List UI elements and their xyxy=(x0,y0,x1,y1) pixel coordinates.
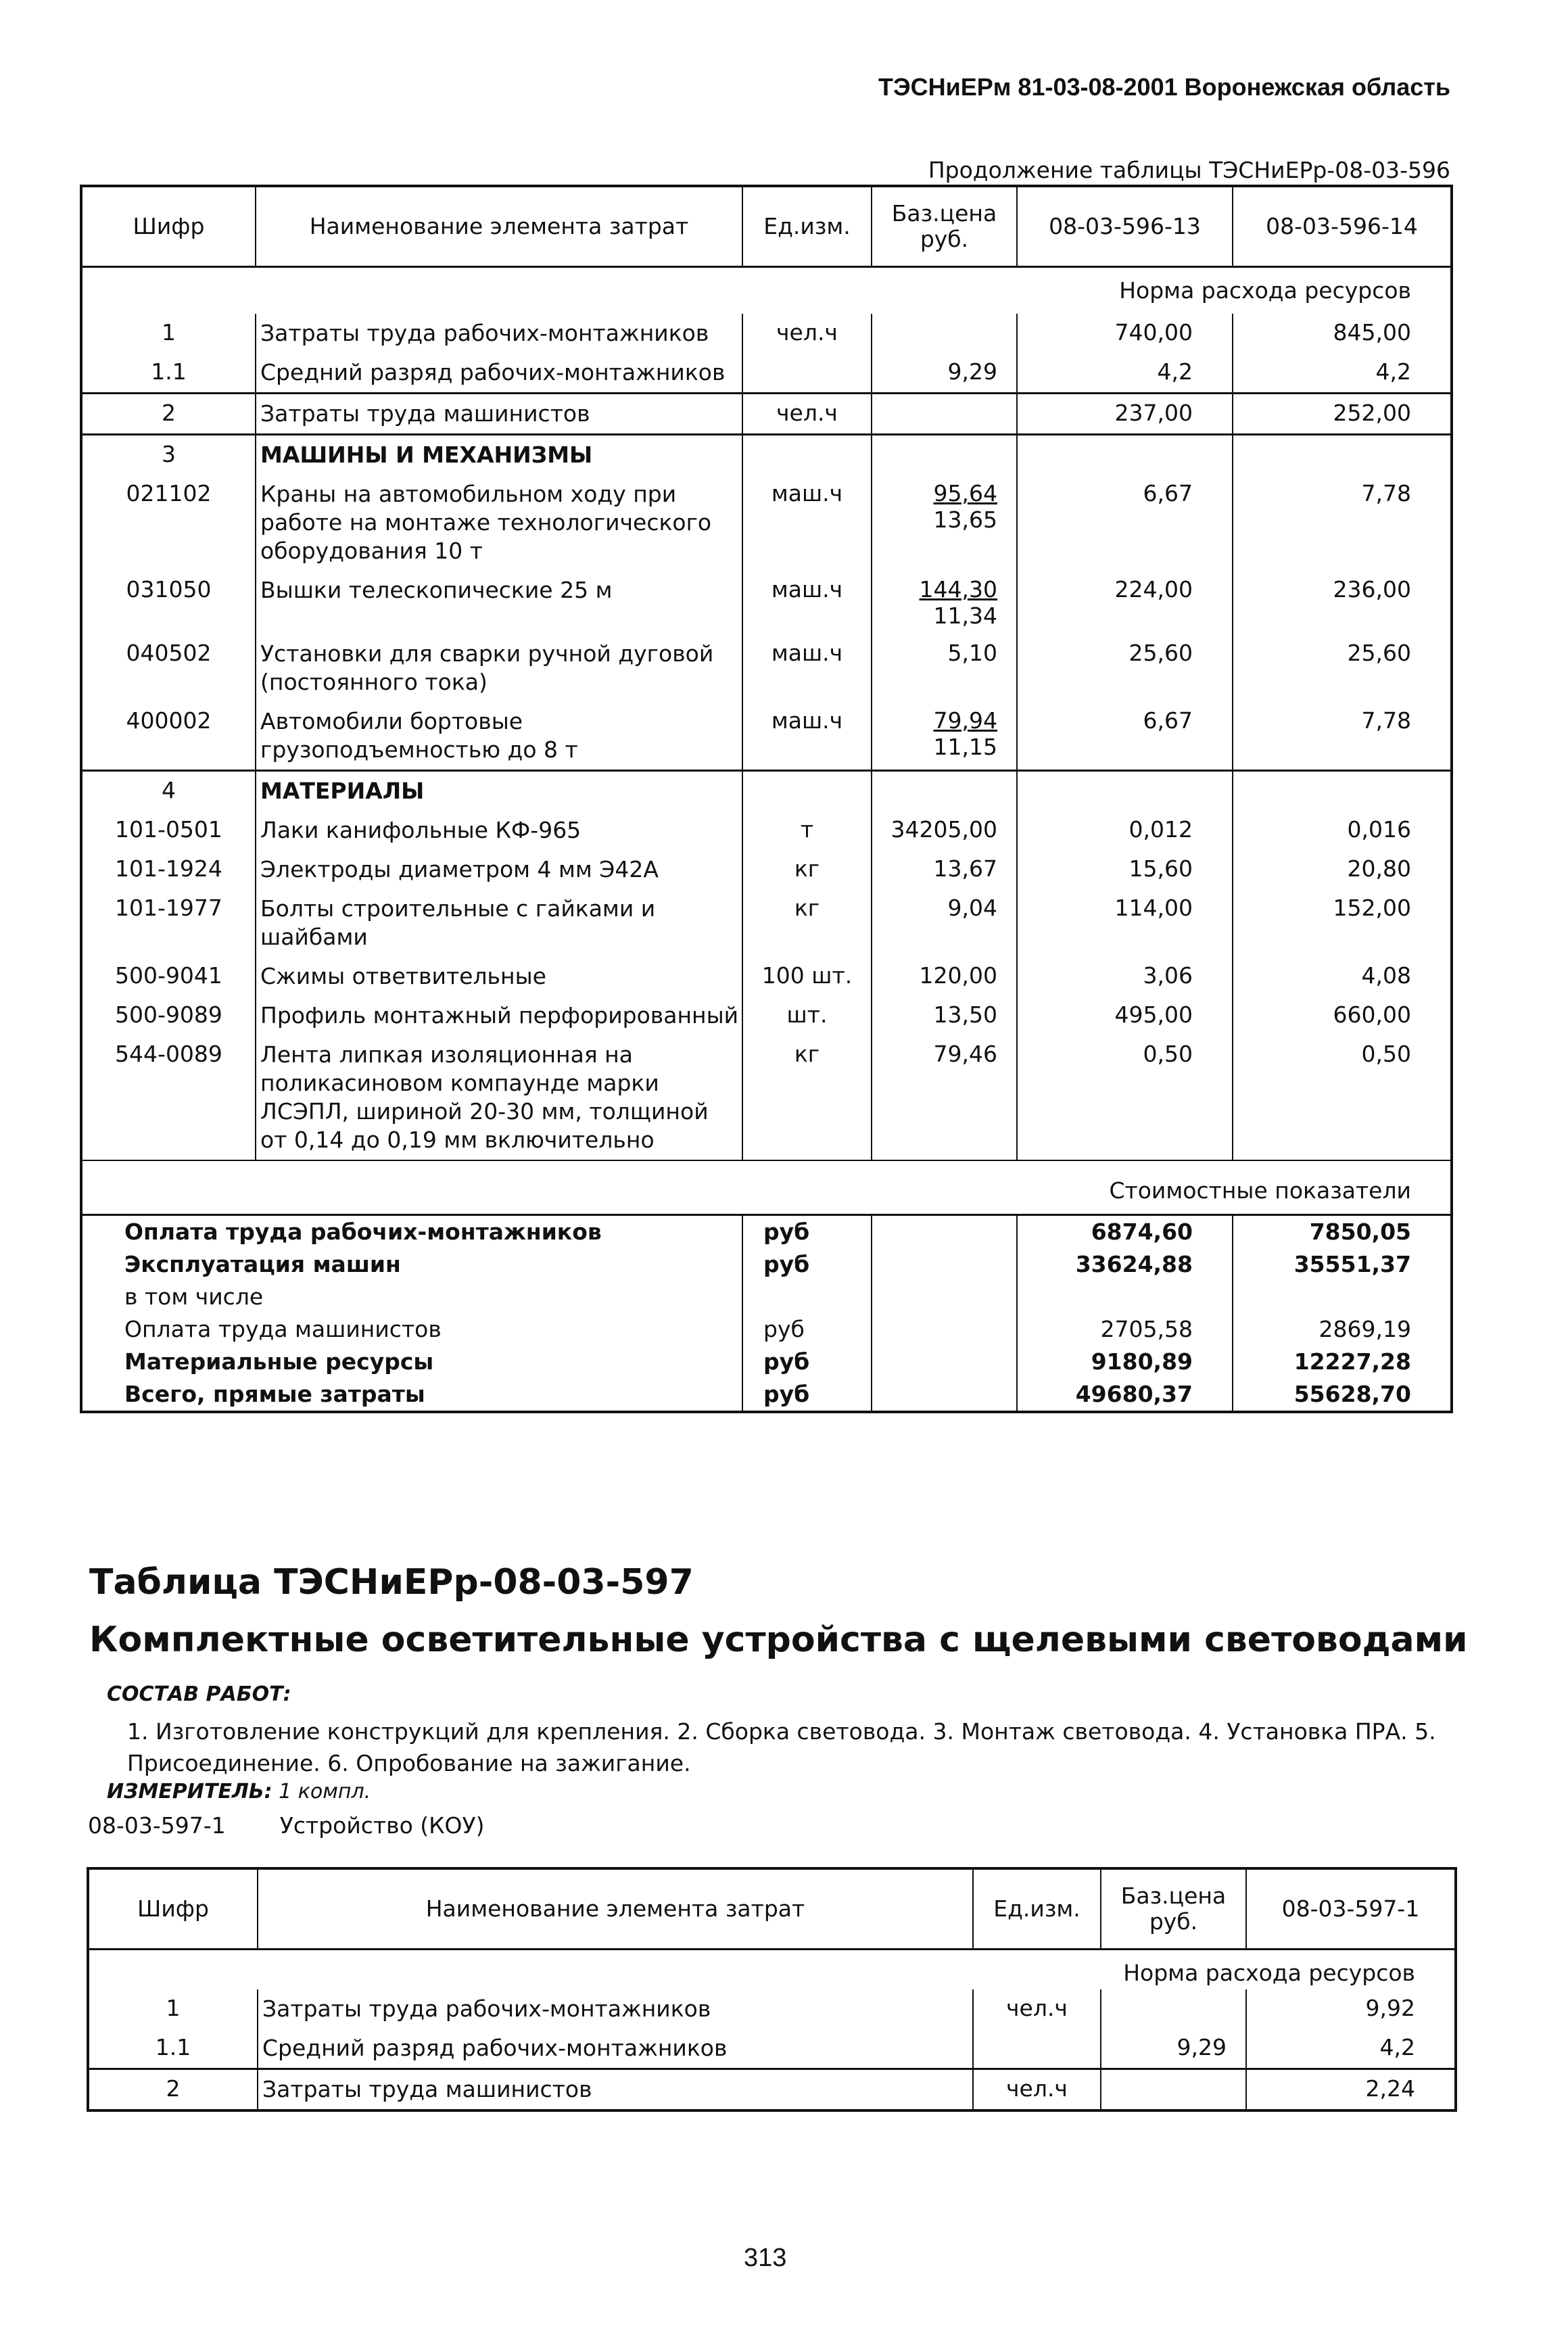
row-price xyxy=(872,394,1017,435)
row-unit xyxy=(742,435,872,475)
summary-unit: руб xyxy=(742,1378,872,1412)
table-row xyxy=(81,850,1452,889)
row-value-14: 25,60 xyxy=(1233,634,1452,702)
row-price-value: 79,46 xyxy=(933,1041,997,1067)
row-unit xyxy=(973,2029,1101,2069)
row-name: Автомобили бортовые грузоподъемностью до 8 т xyxy=(256,702,742,771)
summary-row xyxy=(81,1215,1452,1249)
summary-unit: руб xyxy=(742,1346,872,1378)
row-value-597-1: 4,2 xyxy=(1246,2029,1456,2069)
row-code: 1.1 xyxy=(151,358,187,385)
row-value-14: 0,016 xyxy=(1233,811,1452,850)
cost-label-row xyxy=(81,1160,1452,1215)
summary-label: Оплата труда рабочих-монтажников xyxy=(81,1215,742,1249)
norm-label: Норма расхода ресурсов xyxy=(81,267,1452,314)
col-header-14: 08-03-596-14 xyxy=(1233,186,1452,267)
col-header-price: Баз.цена руб. xyxy=(1101,1868,1246,1950)
row-price xyxy=(872,702,1017,771)
col-header-code: Шифр xyxy=(81,186,256,267)
cost-label: Стоимостные показатели xyxy=(81,1160,1452,1215)
summary-value-13 xyxy=(1017,1281,1233,1313)
row-value-14: 4,08 xyxy=(1233,957,1452,996)
summary-unit: руб xyxy=(742,1248,872,1281)
row-value-13: 224,00 xyxy=(1017,571,1233,634)
summary-unit: руб xyxy=(742,1215,872,1249)
row-unit: чел.ч xyxy=(742,314,872,353)
row-name: МАТЕРИАЛЫ xyxy=(256,771,742,811)
table-row xyxy=(81,996,1452,1035)
row-unit: кг xyxy=(742,889,872,957)
row-name: Затраты труда машинистов xyxy=(256,394,742,435)
row-value-13: 15,60 xyxy=(1017,850,1233,889)
row-name: Вышки телескопические 25 м xyxy=(256,571,742,634)
row-price-value: 13,50 xyxy=(933,1001,997,1028)
row-price-value: 9,29 xyxy=(947,358,997,385)
row-value-14: 0,50 xyxy=(1233,1035,1452,1160)
row-name: Лента липкая изоляционная на поликасиновом компаунде марки ЛСЭПЛ, шириной 20-30 мм, толщиной от 0,14 до 0,19 мм включительно xyxy=(256,1035,742,1160)
row-value-14 xyxy=(1233,771,1452,811)
row-value-13: 3,06 xyxy=(1017,957,1233,996)
table-row xyxy=(81,771,1452,811)
summary-value-14: 12227,28 xyxy=(1233,1346,1452,1378)
summary-value-13: 2705,58 xyxy=(1017,1313,1233,1346)
summary-value-14: 35551,37 xyxy=(1233,1248,1452,1281)
col-header-unit: Ед.изм. xyxy=(973,1868,1101,1950)
row-code: 1 xyxy=(162,319,176,346)
col-header-597-1: 08-03-597-1 xyxy=(1246,1868,1456,1950)
summary-row xyxy=(81,1378,1452,1412)
row-price xyxy=(872,314,1017,353)
row-name: Профиль монтажный перфорированный xyxy=(256,996,742,1035)
table-row xyxy=(88,1989,1456,2029)
row-value-14: 845,00 xyxy=(1233,314,1452,353)
work-composition-text: 1. Изготовление конструкций для крепления. 2. Сборка световода. 3. Монтаж световода. 4. Установка ПРА. 5. Присоединение. 6. Опробование на зажигание. xyxy=(127,1718,1436,1776)
row-price xyxy=(872,889,1017,957)
row-unit: чел.ч xyxy=(973,1989,1101,2029)
summary-value-13: 9180,89 xyxy=(1017,1346,1233,1378)
summary-price xyxy=(872,1378,1017,1412)
row-value-597-1: 2,24 xyxy=(1246,2069,1456,2111)
table-row xyxy=(81,702,1452,771)
col-header-price: Баз.цена руб. xyxy=(872,186,1017,267)
row-value-13: 0,50 xyxy=(1017,1035,1233,1160)
row-code: 101-0501 xyxy=(115,816,222,843)
summary-value-14: 55628,70 xyxy=(1233,1378,1452,1412)
summary-label: Оплата труда машинистов xyxy=(124,1316,442,1342)
table-row xyxy=(81,394,1452,435)
summary-price xyxy=(872,1281,1017,1313)
resource-table-597 xyxy=(87,1867,1457,2112)
summary-body xyxy=(81,1215,1452,1413)
measure-heading: ИЗМЕРИТЕЛЬ: xyxy=(107,1780,272,1803)
row-name: Средний разряд рабочих-монтажников xyxy=(258,2029,973,2069)
row-value-14: 4,2 xyxy=(1233,353,1452,394)
summary-value-14: 2869,19 xyxy=(1233,1313,1452,1346)
summary-price xyxy=(872,1215,1017,1249)
row-code: 1 xyxy=(166,1995,181,2021)
summary-label: Эксплуатация машин xyxy=(124,1251,401,1277)
row-code: 400002 xyxy=(126,707,212,734)
norm-label-row xyxy=(88,1950,1456,1990)
row-value-14: 252,00 xyxy=(1233,394,1452,435)
measure-value: 1 компл. xyxy=(279,1780,371,1803)
table-body xyxy=(81,314,1452,1160)
row-unit: маш.ч xyxy=(742,571,872,634)
row-unit: шт. xyxy=(742,996,872,1035)
summary-value-13: 33624,88 xyxy=(1017,1248,1233,1281)
table-row xyxy=(81,889,1452,957)
row-name: Установки для сварки ручной дуговой (постоянного тока) xyxy=(256,634,742,702)
summary-row xyxy=(81,1248,1452,1281)
norm-label-row xyxy=(81,267,1452,314)
row-unit: чел.ч xyxy=(742,394,872,435)
row-price xyxy=(872,957,1017,996)
summary-value-13: 49680,37 xyxy=(1017,1378,1233,1412)
row-unit: чел.ч xyxy=(973,2069,1101,2111)
summary-label: Материальные ресурсы xyxy=(124,1348,434,1375)
row-name: Затраты труда машинистов xyxy=(258,2069,973,2111)
row-value-597-1: 9,92 xyxy=(1246,1989,1456,2029)
table-row xyxy=(81,353,1452,394)
col-header-code: Шифр xyxy=(88,1868,258,1950)
table-header-row xyxy=(88,1868,1456,1950)
summary-value-14: 7850,05 xyxy=(1233,1215,1452,1249)
running-header: ТЭСНиЕРм 81-03-08-2001 Воронежская область xyxy=(878,73,1450,101)
row-price-value: 34205,00 xyxy=(890,816,997,843)
row-unit: кг xyxy=(742,1035,872,1160)
norm-code: 08-03-597-1 xyxy=(88,1812,226,1839)
row-name: Болты строительные с гайками и шайбами xyxy=(256,889,742,957)
row-value-13 xyxy=(1017,435,1233,475)
summary-value-13: 6874,60 xyxy=(1017,1215,1233,1249)
table-row xyxy=(88,2029,1456,2069)
row-price xyxy=(872,850,1017,889)
row-name: Электроды диаметром 4 мм Э42А xyxy=(256,850,742,889)
row-price xyxy=(872,475,1017,571)
row-unit: маш.ч xyxy=(742,702,872,771)
row-value-14: 152,00 xyxy=(1233,889,1452,957)
table-row xyxy=(81,475,1452,571)
table-header-row xyxy=(81,186,1452,267)
col-header-name: Наименование элемента затрат xyxy=(258,1868,973,1950)
row-price-value: 13,67 xyxy=(933,855,997,882)
summary-unit xyxy=(742,1281,872,1313)
table-title: Таблица ТЭСНиЕРр-08-03-597 xyxy=(89,1562,694,1603)
norm-label: Норма расхода ресурсов xyxy=(88,1950,1456,1990)
row-price xyxy=(872,996,1017,1035)
col-header-name: Наименование элемента затрат xyxy=(256,186,742,267)
table-subtitle: Комплектные осветительные устройства с щелевыми световодами xyxy=(89,1620,1468,1660)
row-code: 1.1 xyxy=(155,2034,191,2060)
summary-row xyxy=(81,1346,1452,1378)
col-header-unit: Ед.изм. xyxy=(742,186,872,267)
row-unit: маш.ч xyxy=(742,634,872,702)
col-header-13: 08-03-596-13 xyxy=(1017,186,1233,267)
norm-code-line xyxy=(88,1812,485,1839)
summary-value-14 xyxy=(1233,1281,1452,1313)
row-price xyxy=(1101,2069,1246,2111)
row-unit: 100 шт. xyxy=(742,957,872,996)
row-code: 031050 xyxy=(126,576,212,603)
row-price xyxy=(872,811,1017,850)
table-row xyxy=(81,571,1452,634)
row-price xyxy=(1101,1989,1246,2029)
row-price-secondary: 11,34 xyxy=(933,603,997,629)
table-row xyxy=(81,314,1452,353)
table-row xyxy=(81,957,1452,996)
resource-table-596 xyxy=(80,185,1453,1413)
row-price: 9,29 xyxy=(1101,2029,1246,2069)
row-value-14: 7,78 xyxy=(1233,475,1452,571)
summary-unit: руб xyxy=(742,1313,872,1346)
row-value-13: 6,67 xyxy=(1017,475,1233,571)
table-continuation-caption: Продолжение таблицы ТЭСНиЕРр-08-03-596 xyxy=(928,157,1450,183)
row-value-13: 740,00 xyxy=(1017,314,1233,353)
row-code: 040502 xyxy=(126,640,212,666)
row-code: 021102 xyxy=(126,480,212,506)
row-price xyxy=(872,771,1017,811)
row-price-value: 9,04 xyxy=(947,895,997,921)
table-row xyxy=(81,435,1452,475)
row-price-secondary: 11,15 xyxy=(933,734,997,760)
summary-price xyxy=(872,1248,1017,1281)
row-value-13 xyxy=(1017,771,1233,811)
summary-price xyxy=(872,1313,1017,1346)
norm-code-description: Устройство (КОУ) xyxy=(279,1812,485,1839)
table-row xyxy=(81,634,1452,702)
row-value-13: 237,00 xyxy=(1017,394,1233,435)
work-composition-heading: СОСТАВ РАБОТ: xyxy=(107,1682,291,1706)
row-code: 2 xyxy=(81,394,256,435)
page-number: 313 xyxy=(744,2244,787,2272)
row-unit xyxy=(742,353,872,394)
row-code: 500-9041 xyxy=(115,962,222,989)
row-price-value: 120,00 xyxy=(919,962,997,989)
row-value-13: 6,67 xyxy=(1017,702,1233,771)
row-unit: кг xyxy=(742,850,872,889)
row-value-14: 236,00 xyxy=(1233,571,1452,634)
row-unit: т xyxy=(742,811,872,850)
row-value-13: 4,2 xyxy=(1017,353,1233,394)
row-price-value: 144,30 xyxy=(919,576,997,603)
row-name: Краны на автомобильном ходу при работе на монтаже технологического оборудования 10 т xyxy=(256,475,742,571)
row-value-13: 0,012 xyxy=(1017,811,1233,850)
row-value-14: 20,80 xyxy=(1233,850,1452,889)
row-price xyxy=(872,1035,1017,1160)
row-price xyxy=(872,634,1017,702)
row-price-value: 95,64 xyxy=(933,480,997,506)
measure-line xyxy=(107,1780,371,1803)
row-name: МАШИНЫ И МЕХАНИЗМЫ xyxy=(256,435,742,475)
row-name: Сжимы ответвительные xyxy=(256,957,742,996)
summary-label: в том числе xyxy=(124,1283,264,1310)
summary-price xyxy=(872,1346,1017,1378)
summary-row xyxy=(81,1313,1452,1346)
row-price-value: 5,10 xyxy=(947,640,997,666)
row-name: Затраты труда рабочих-монтажников xyxy=(256,314,742,353)
table-row xyxy=(88,2069,1456,2111)
row-value-13: 25,60 xyxy=(1017,634,1233,702)
summary-label: Всего, прямые затраты xyxy=(124,1381,425,1407)
row-price xyxy=(872,435,1017,475)
row-code: 101-1977 xyxy=(115,895,222,921)
row-price xyxy=(872,571,1017,634)
row-name: Средний разряд рабочих-монтажников xyxy=(256,353,742,394)
row-code: 500-9089 xyxy=(115,1001,222,1028)
row-code: 3 xyxy=(81,435,256,475)
table-row xyxy=(81,811,1452,850)
row-unit: маш.ч xyxy=(742,475,872,571)
row-code: 101-1924 xyxy=(115,855,222,882)
row-value-14 xyxy=(1233,435,1452,475)
row-price-value: 79,94 xyxy=(933,707,997,734)
row-value-13: 495,00 xyxy=(1017,996,1233,1035)
table-body xyxy=(88,1989,1456,2110)
row-price-secondary: 13,65 xyxy=(933,506,997,533)
row-code: 544-0089 xyxy=(115,1041,222,1067)
row-name: Затраты труда рабочих-монтажников xyxy=(258,1989,973,2029)
row-name: Лаки канифольные КФ-965 xyxy=(256,811,742,850)
row-code: 4 xyxy=(81,771,256,811)
row-unit xyxy=(742,771,872,811)
table-row xyxy=(81,1035,1452,1160)
row-price xyxy=(872,353,1017,394)
row-code: 2 xyxy=(88,2069,258,2111)
row-value-13: 114,00 xyxy=(1017,889,1233,957)
row-value-14: 660,00 xyxy=(1233,996,1452,1035)
row-value-14: 7,78 xyxy=(1233,702,1452,771)
summary-row xyxy=(81,1281,1452,1313)
